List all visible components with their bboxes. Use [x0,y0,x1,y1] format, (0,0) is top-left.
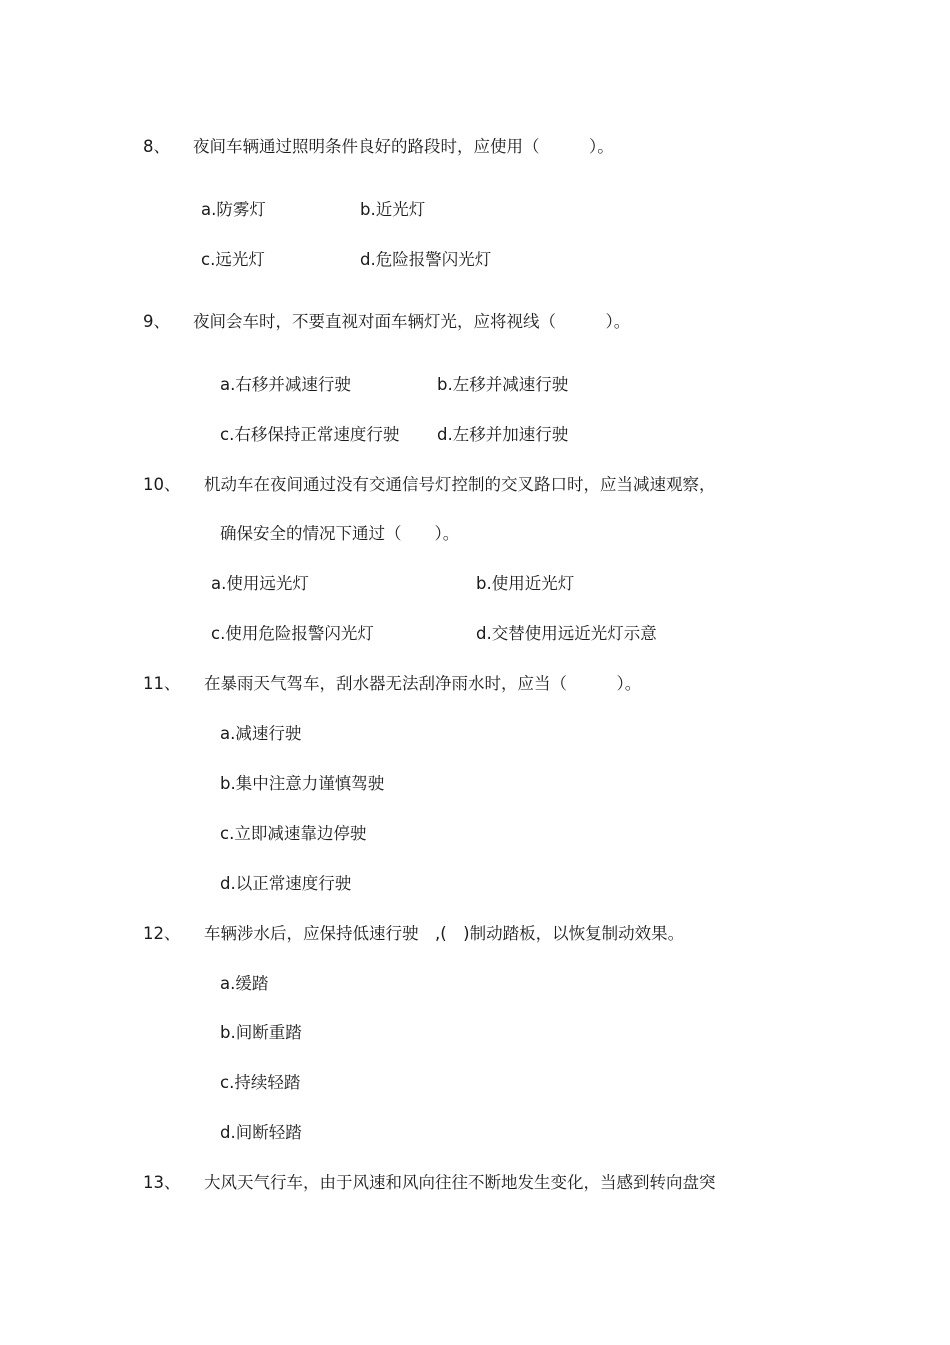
option-a: a.右移并减速行驶 [220,375,351,394]
option-d: d.危险报警闪光灯 [360,250,492,269]
question-text: 机动车在夜间通过没有交通信号灯控制的交叉路口时，应当减速观察， [204,475,716,494]
question-text: 大风天气行车，由于风速和风向往往不断地发生变化，当感到转向盘突 [204,1173,716,1192]
question-number: 12、 [143,924,181,943]
option-c: c.持续轻踏 [220,1073,301,1092]
option-b: b.左移并减速行驶 [437,375,569,394]
option-a: a.使用远光灯 [211,574,309,593]
option-a: a.减速行驶 [220,724,302,743]
question-text: 在暴雨天气驾车，刮水器无法刮净雨水时，应当（ ）。 [204,674,642,693]
question-text: 车辆涉水后，应保持低速行驶 ,( )制动踏板，以恢复制动效果。 [204,924,685,943]
option-c: c.使用危险报警闪光灯 [211,624,374,643]
question-text: 夜间会车时，不要直视对面车辆灯光，应将视线（ ）。 [193,312,631,331]
question-number: 9、 [143,312,170,331]
option-b: b.近光灯 [360,200,426,219]
option-b: b.集中注意力谨慎驾驶 [220,774,385,793]
option-d: d.左移并加速行驶 [437,425,569,444]
option-b: b.使用近光灯 [476,574,575,593]
question-text: 夜间车辆通过照明条件良好的路段时，应使用（ ）。 [193,137,614,156]
question-text-continued: 确保安全的情况下通过（ ）。 [220,524,460,543]
option-a: a.缓踏 [220,974,269,993]
option-c: c.右移保持正常速度行驶 [220,425,400,444]
option-a: a.防雾灯 [201,200,266,219]
option-d: d.以正常速度行驶 [220,874,352,893]
question-number: 8、 [143,137,170,156]
question-number: 13、 [143,1173,181,1192]
question-number: 11、 [143,674,181,693]
option-b: b.间断重踏 [220,1023,302,1042]
option-d: d.间断轻踏 [220,1123,302,1142]
option-c: c.远光灯 [201,250,265,269]
question-number: 10、 [143,475,181,494]
option-c: c.立即减速靠边停驶 [220,824,367,843]
option-d: d.交替使用远近光灯示意 [476,624,657,643]
